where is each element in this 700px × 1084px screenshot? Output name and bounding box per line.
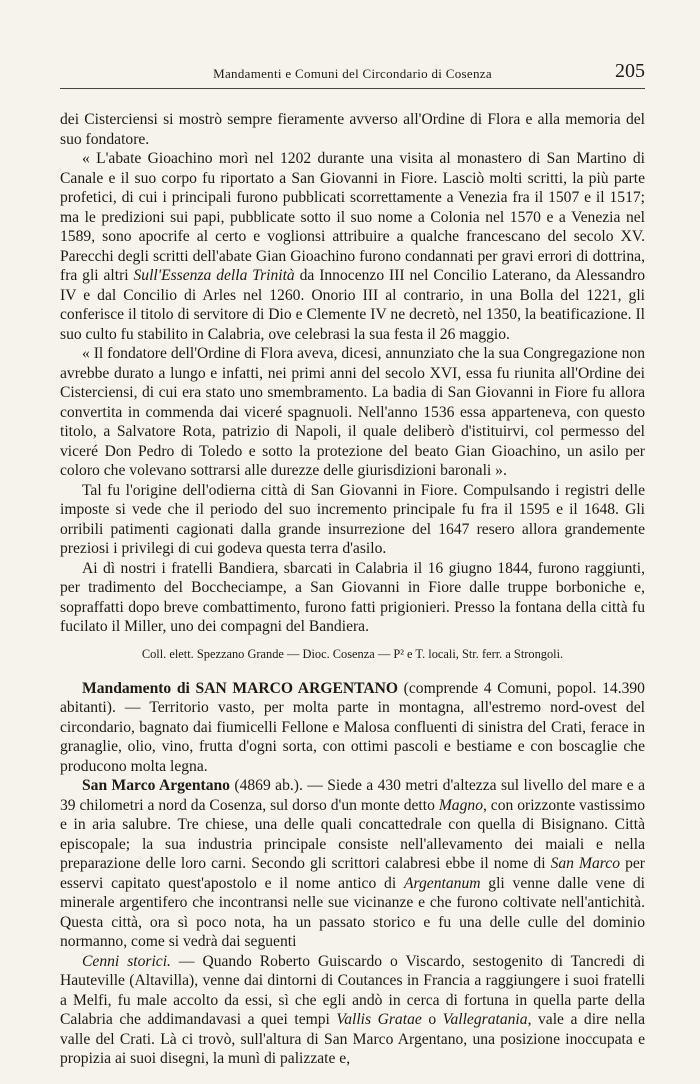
- paragraph-mandamento: [60, 679, 645, 777]
- paragraph-continuation: dei Cisterciensi si mostrò sempre fieramente avverso all'Ordine di Flora e alla memoria del suo fondatore.: [60, 111, 645, 148]
- italic-term: San Marco: [550, 855, 621, 872]
- text-run: gli venne dalle vene di minerale argentifero che incontransi nelle sue vicinanze e che furono coltivate nell'antichità. Questa città, ora sì poco nota, ha un passato storico e fu una delle culle del dominio normanno, come si vedrà dai seguenti: [60, 874, 645, 950]
- italic-title: Sull'Essenza della Trinità: [133, 267, 295, 284]
- running-head: Mandamenti e Comuni del Circondario di Cosenza: [213, 66, 492, 81]
- town-heading: San Marco Argentano: [82, 777, 230, 794]
- paragraph-gioachino: [60, 149, 645, 344]
- page-body: [60, 110, 645, 1069]
- text-run: , con orizzonte vastissimo e in aria salubre. Tre chiese, una delle quali concattedrale con quella di Bisignano. Città episcopale; la sua industria principale consiste nell'allevamento dei maiali e nella preparazione delle loro carni. Secondo gli scrittori calabresi ebbe il nome di: [60, 796, 645, 872]
- paragraph-origine: Tal fu l'origine dell'odierna città di San Giovanni in Fiore. Compulsando i registri delle imposte si vede che il periodo del suo incremento principale fu fra il 1595 e il 1648. Gli orribili patimenti cagionati dalla grande insurrezione del 1647 resero allora grandemente preziosi i privilegi di cui godeva questa terra d'asilo.: [60, 481, 645, 557]
- paragraph-bandiera: Ai dì nostri i fratelli Bandiera, sbarcati in Calabria il 16 giugno 1844, furono raggiunti, per tradimento del Boccheciampe, a San Giovanni in Fiore dalle truppe borboniche e, sopraffatti dopo breve combattimento, furono fatti prigionieri. Presso la fontana della città fu fucilato il Miller, uno dei compagni del Bandiera.: [60, 559, 645, 635]
- text-run: per esservi capitato quest'apostolo e il nome antico di: [60, 855, 645, 892]
- text-run: , vale a dire nella valle del Crati. Là ci trovò, sull'altura di San Marco Argentano, una posizione inoccupata e propizia ai suoi disegni, la munì di palizzate e,: [60, 1011, 646, 1067]
- page-header: [60, 60, 645, 89]
- paragraph-cenni-storici: [60, 952, 645, 1069]
- text-run: da Innocenzo III nel Concilio Laterano, da Alessandro IV e dal Concilio di Arles nel 1260. Onorio III al contrario, in una Bolla del 1221, gli conferisce il titolo di servitore di Dio e Clemente IV ne decretò, nel 1350, la beatificazione. Il suo culto fu stabilito in Calabria, ove celebrasi la sua festa il 26 maggio.: [60, 267, 646, 343]
- administrative-note: Coll. elett. Spezzano Grande — Dioc. Cosenza — P² e T. locali, Str. ferr. a Strongoli.: [141, 646, 564, 661]
- section-heading: Mandamento di SAN MARCO ARGENTANO: [82, 679, 399, 697]
- italic-term: Magno: [438, 796, 483, 814]
- paragraph-san-marco: [60, 776, 645, 952]
- paragraph-ordine-flora: « Il fondatore dell'Ordine di Flora aveva, dicesi, annunziato che la sua Congregazione non avrebbe durato a lungo e infatti, nei primi anni del secolo XVI, essa fu riunita all'Ordine dei Cisterciensi, di cui era stato uno smembramento. La badia di San Giovanni in Fiore fu allora convertita in commenda dai viceré spagnuoli. Nell'anno 1536 essa apparteneva, con questo titolo, a Salvatore Rota, patrizio di Napoli, il quale deliberò d'istituirvi, col permesso del viceré Don Pedro di Toledo e sotto la protezione del beato Gian Gioachino, un asilo per coloro che volevano sottrarsi alle durezze delle giurisdizioni baronali ».: [60, 345, 645, 479]
- italic-term: Vallegratania: [442, 1011, 528, 1028]
- subsection-heading: Cenni storici.: [82, 952, 171, 970]
- italic-term: Argentanum: [403, 874, 481, 892]
- text-run: « L'abate Gioachino morì nel 1202 durante una visita al monastero di San Martino di Canale e il suo corpo fu riportato a San Giovanni in Fiore. Lasciò molti scritti, la più parte profetici, di cui i principali furono pubblicati scorrettamente a Venezia fra il 1507 e il 1517; ma le predizioni sui papi, pubblicate sotto il suo nome a Colonia nel 1570 e a Venezia nel 1589, sono apocrife al certo e voglionsi attribuire a qualche francescano del secolo XV. Parecchi degli scritti dell'abate Gian Gioachino furono condannati per gravi errori di dottrina, fra gli altri: [60, 150, 645, 284]
- text-run: (comprende 4 Comuni, popol. 14.390 abitanti). — Territorio vasto, per molta parte in montagna, all'estremo nord-ovest del circondario, bagnato dai fiumicelli Fellone e Malosa confluenti di sinistra del Crati, ferace in granaglie, olio, vino, frutta d'ogni sorta, con ottimi pascoli e bestiame e con boscaglie che producono molta legna.: [60, 679, 645, 775]
- italic-term: Vallis Gratae: [336, 1011, 422, 1028]
- text-run: — Quando Roberto Guiscardo o Viscardo, sestogenito di Tancredi di Hauteville (Altavilla), venne dai dintorni di Coutances in Francia a raggiungere i suoi fratelli a Melfi, fu male accolto da essi, sì che egli andò in cerca di fortuna in quella parte della Calabria che addimandavasi a quei tempi: [60, 952, 645, 1028]
- text-run: o: [421, 1011, 443, 1028]
- page-number: 205: [615, 60, 645, 82]
- text-run: (4869 ab.). — Siede a 430 metri d'altezza sul livello del mare e a 39 chilometri a nord da Cosenza, sul dorso d'un monte detto: [60, 777, 646, 814]
